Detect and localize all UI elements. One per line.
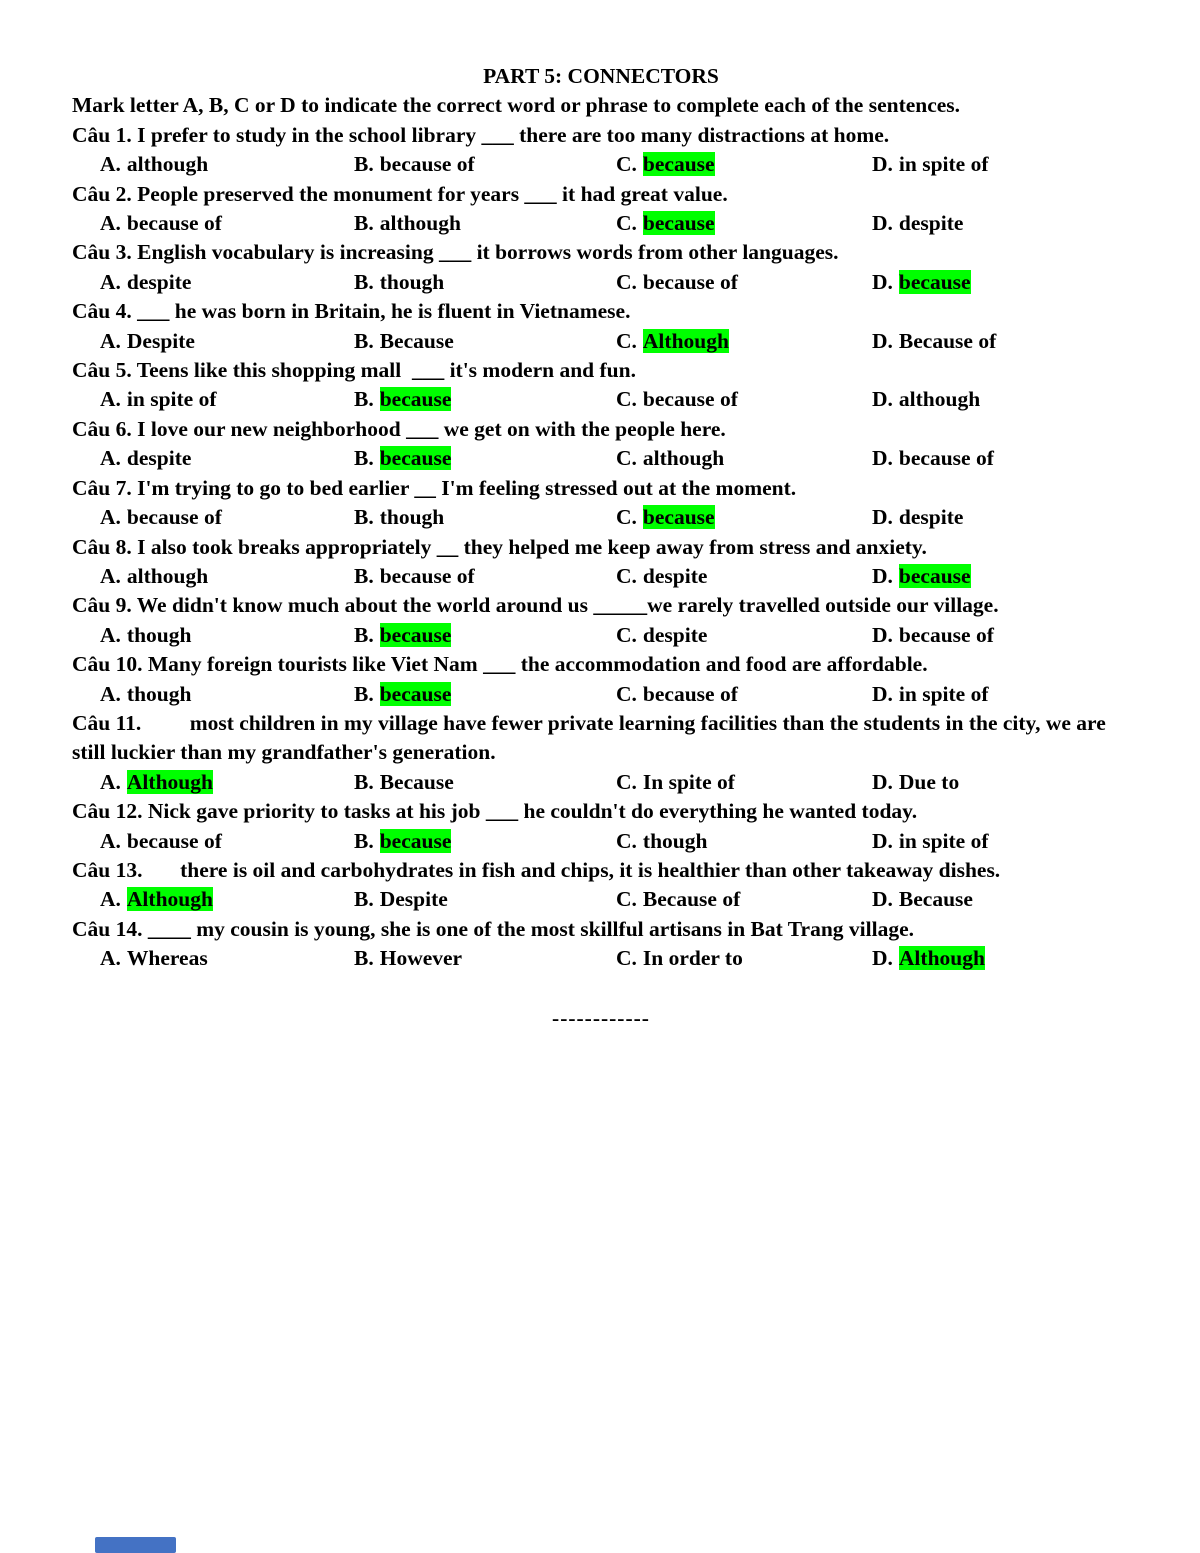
- option-text: Despite: [126, 328, 195, 353]
- question-line: [72, 591, 1130, 620]
- option-letter: B.: [354, 828, 374, 853]
- question-block: [72, 856, 1130, 915]
- option-letter: A.: [100, 946, 121, 971]
- option-text: Despite: [379, 887, 448, 912]
- option: [354, 680, 616, 709]
- page-title: PART 5: CONNECTORS: [483, 64, 719, 88]
- option: [100, 444, 354, 473]
- option: [354, 444, 616, 473]
- option-letter: A.: [100, 563, 121, 588]
- option-text: because of: [126, 505, 222, 530]
- question-block: [72, 709, 1130, 797]
- option-letter: A.: [100, 769, 121, 794]
- option-letter: A.: [100, 887, 121, 912]
- option: [872, 150, 1130, 179]
- instruction-text: Mark letter A, B, C or D to indicate the correct word or phrase to complete each of the sentences.: [72, 93, 961, 118]
- option: [872, 621, 1130, 650]
- option-letter: A.: [100, 828, 121, 853]
- options-row: [100, 885, 1130, 914]
- option-text: Because: [379, 328, 454, 353]
- option-text: in spite of: [898, 828, 989, 853]
- option-letter: B.: [354, 505, 374, 530]
- option: [872, 885, 1130, 914]
- option-text: because of: [379, 152, 475, 177]
- options-row: [100, 827, 1130, 856]
- option-text: because: [898, 563, 971, 588]
- option: [100, 621, 354, 650]
- question-block: [72, 121, 1130, 180]
- option-letter: A.: [100, 505, 121, 530]
- option-text: though: [642, 828, 708, 853]
- question-list: [72, 121, 1130, 974]
- option-letter: B.: [354, 563, 374, 588]
- option-text: although: [126, 563, 209, 588]
- option: [872, 268, 1130, 297]
- options-row: [100, 680, 1130, 709]
- option-text: because: [642, 152, 715, 177]
- option-text: because: [642, 211, 715, 236]
- option-text: because: [379, 622, 452, 647]
- option-text: despite: [642, 563, 708, 588]
- option-letter: B.: [354, 328, 374, 353]
- option-letter: C.: [616, 152, 637, 177]
- option-text: though: [126, 681, 192, 706]
- option-text: Because: [898, 887, 973, 912]
- option-letter: D.: [872, 211, 893, 236]
- option-letter: C.: [616, 269, 637, 294]
- option: [872, 562, 1130, 591]
- option-text: because: [898, 269, 971, 294]
- option-text: because of: [898, 446, 994, 471]
- option: [100, 268, 354, 297]
- question-line: [72, 180, 1130, 209]
- option: [872, 327, 1130, 356]
- option-letter: A.: [100, 622, 121, 647]
- option: [616, 385, 872, 414]
- option: [354, 562, 616, 591]
- question-line: [72, 709, 1130, 768]
- option-letter: D.: [872, 152, 893, 177]
- option: [354, 209, 616, 238]
- option-text: because of: [126, 828, 222, 853]
- option-letter: C.: [616, 446, 637, 471]
- question-label: Câu 5.: [72, 358, 132, 383]
- question-line: [72, 797, 1130, 826]
- option-text: because: [379, 681, 452, 706]
- options-row: [100, 327, 1130, 356]
- question-label: Câu 14.: [72, 916, 143, 941]
- question-block: [72, 915, 1130, 974]
- option: [616, 503, 872, 532]
- option-letter: A.: [100, 211, 121, 236]
- option-letter: B.: [354, 887, 374, 912]
- question-label: Câu 6.: [72, 416, 132, 441]
- option: [354, 268, 616, 297]
- option-letter: C.: [616, 211, 637, 236]
- option-text: Although: [898, 946, 985, 971]
- option-text: although: [379, 211, 461, 236]
- options-row: [100, 621, 1130, 650]
- option-text: though: [379, 505, 445, 530]
- question-text: there is oil and carbohydrates in fish and chips, it is healthier than other takeaway dishes.: [147, 857, 1001, 882]
- question-label: Câu 8.: [72, 534, 132, 559]
- option-text: Although: [126, 769, 213, 794]
- option: [616, 621, 872, 650]
- question-block: [72, 356, 1130, 415]
- question-label: Câu 3.: [72, 240, 132, 265]
- option-text: although: [642, 446, 725, 471]
- question-label: Câu 13.: [72, 857, 143, 882]
- question-block: [72, 797, 1130, 856]
- question-line: [72, 856, 1130, 885]
- question-text: English vocabulary is increasing ___ it borrows words from other languages.: [137, 240, 839, 265]
- option-letter: D.: [872, 505, 893, 530]
- option-letter: C.: [616, 828, 637, 853]
- option: [872, 209, 1130, 238]
- question-line: [72, 415, 1130, 444]
- option: [872, 944, 1130, 973]
- question-line: [72, 297, 1130, 326]
- option-text: despite: [898, 211, 964, 236]
- options-row: [100, 209, 1130, 238]
- option: [100, 562, 354, 591]
- option: [354, 885, 616, 914]
- option: [100, 827, 354, 856]
- option: [100, 944, 354, 973]
- option-text: Although: [126, 887, 213, 912]
- option-text: because: [642, 505, 715, 530]
- option: [872, 827, 1130, 856]
- options-row: [100, 444, 1130, 473]
- option-letter: D.: [872, 828, 893, 853]
- option-text: Because of: [642, 887, 741, 912]
- option-letter: C.: [616, 622, 637, 647]
- question-label: Câu 11.: [72, 710, 142, 735]
- option-letter: D.: [872, 387, 893, 412]
- option: [100, 327, 354, 356]
- option-letter: D.: [872, 622, 893, 647]
- option-text: Due to: [898, 769, 960, 794]
- option: [354, 768, 616, 797]
- option: [354, 385, 616, 414]
- question-block: [72, 415, 1130, 474]
- option-letter: A.: [100, 269, 121, 294]
- option: [354, 827, 616, 856]
- question-line: [72, 915, 1130, 944]
- option-letter: C.: [616, 505, 637, 530]
- option-text: because: [379, 446, 452, 471]
- option-letter: C.: [616, 681, 637, 706]
- question-label: Câu 12.: [72, 799, 143, 824]
- option-letter: D.: [872, 681, 893, 706]
- question-label: Câu 2.: [72, 181, 132, 206]
- option-text: In order to: [642, 946, 743, 971]
- option: [872, 444, 1130, 473]
- options-row: [100, 385, 1130, 414]
- option-text: because: [379, 828, 452, 853]
- options-row: [100, 268, 1130, 297]
- question-text: I prefer to study in the school library ___ there are too many distractions at home.: [137, 122, 890, 147]
- option-letter: A.: [100, 152, 121, 177]
- option: [616, 680, 872, 709]
- option-letter: D.: [872, 769, 893, 794]
- option: [616, 885, 872, 914]
- question-block: [72, 650, 1130, 709]
- question-label: Câu 10.: [72, 652, 143, 677]
- option: [354, 150, 616, 179]
- end-divider: ------------: [552, 1005, 650, 1030]
- option-letter: B.: [354, 152, 374, 177]
- options-row: [100, 503, 1130, 532]
- option-text: because of: [379, 563, 475, 588]
- option-text: because of: [898, 622, 994, 647]
- question-text: Many foreign tourists like Viet Nam ___ the accommodation and food are affordable.: [147, 652, 928, 677]
- question-text: Nick gave priority to tasks at his job ___ he couldn't do everything he wanted today.: [147, 799, 918, 824]
- options-row: [100, 768, 1130, 797]
- option: [872, 768, 1130, 797]
- question-text: People preserved the monument for years ___ it had great value.: [137, 181, 728, 206]
- option: [100, 209, 354, 238]
- option-text: Whereas: [126, 946, 208, 971]
- option: [872, 385, 1130, 414]
- option-letter: A.: [100, 681, 121, 706]
- question-block: [72, 180, 1130, 239]
- option: [100, 150, 354, 179]
- option-text: However: [379, 946, 463, 971]
- question-text: ___ he was born in Britain, he is fluent in Vietnamese.: [137, 299, 631, 324]
- option-text: In spite of: [642, 769, 735, 794]
- option: [616, 827, 872, 856]
- option: [872, 503, 1130, 532]
- option: [616, 209, 872, 238]
- option: [354, 327, 616, 356]
- option-letter: D.: [872, 269, 893, 294]
- option-text: although: [898, 387, 981, 412]
- option-text: because of: [642, 681, 738, 706]
- option-letter: B.: [354, 387, 374, 412]
- option: [872, 680, 1130, 709]
- option: [100, 885, 354, 914]
- question-block: [72, 297, 1130, 356]
- options-row: [100, 150, 1130, 179]
- option: [616, 327, 872, 356]
- option-letter: D.: [872, 563, 893, 588]
- option: [616, 444, 872, 473]
- option-letter: A.: [100, 328, 121, 353]
- option-text: because of: [642, 269, 738, 294]
- option-text: despite: [642, 622, 708, 647]
- question-line: [72, 650, 1130, 679]
- question-block: [72, 474, 1130, 533]
- question-block: [72, 238, 1130, 297]
- option-text: though: [126, 622, 192, 647]
- options-row: [100, 944, 1130, 973]
- option-letter: D.: [872, 328, 893, 353]
- question-text: ____ my cousin is young, she is one of the most skillful artisans in Bat Trang village.: [147, 916, 914, 941]
- option-text: Because: [379, 769, 454, 794]
- question-line: [72, 356, 1130, 385]
- option-text: because: [379, 387, 452, 412]
- option-letter: B.: [354, 446, 374, 471]
- question-text: I also took breaks appropriately __ they helped me keep away from stress and anxiety.: [137, 534, 927, 559]
- option-text: although: [126, 152, 209, 177]
- option: [616, 562, 872, 591]
- option: [354, 621, 616, 650]
- question-text: I love our new neighborhood ___ we get on with the people here.: [137, 416, 726, 441]
- question-line: [72, 121, 1130, 150]
- option-text: because of: [642, 387, 738, 412]
- option-letter: C.: [616, 769, 637, 794]
- option-letter: A.: [100, 446, 121, 471]
- option-letter: B.: [354, 681, 374, 706]
- question-block: [72, 591, 1130, 650]
- option-text: Although: [642, 328, 729, 353]
- option-text: though: [379, 269, 445, 294]
- option-letter: B.: [354, 946, 374, 971]
- option-letter: B.: [354, 211, 374, 236]
- question-text: We didn't know much about the world around us _____we rarely travelled outside our village.: [136, 593, 999, 618]
- option-text: Because of: [898, 328, 997, 353]
- option-letter: D.: [872, 946, 893, 971]
- option: [100, 385, 354, 414]
- option-letter: B.: [354, 269, 374, 294]
- option-text: despite: [898, 505, 964, 530]
- option-letter: B.: [354, 769, 374, 794]
- option-letter: C.: [616, 887, 637, 912]
- question-block: [72, 533, 1130, 592]
- option-text: in spite of: [126, 387, 217, 412]
- option: [616, 944, 872, 973]
- question-label: Câu 1.: [72, 122, 132, 147]
- option-text: despite: [126, 269, 192, 294]
- option-text: in spite of: [898, 681, 989, 706]
- question-text: I'm trying to go to bed earlier __ I'm feeling stressed out at the moment.: [137, 475, 797, 500]
- option: [354, 944, 616, 973]
- option-letter: C.: [616, 328, 637, 353]
- option: [616, 268, 872, 297]
- option: [100, 680, 354, 709]
- question-text: most children in my village have fewer private learning facilities than the students in the city, we are still luckier than my grandfather's generation.: [72, 710, 1112, 765]
- question-line: [72, 474, 1130, 503]
- option-text: because of: [126, 211, 222, 236]
- question-line: [72, 238, 1130, 267]
- option: [616, 150, 872, 179]
- option-letter: B.: [354, 622, 374, 647]
- question-text: Teens like this shopping mall ___ it's modern and fun.: [136, 358, 636, 383]
- options-row: [100, 562, 1130, 591]
- question-label: Câu 4.: [72, 299, 132, 324]
- question-label: Câu 7.: [72, 475, 132, 500]
- option-letter: D.: [872, 887, 893, 912]
- option-letter: A.: [100, 387, 121, 412]
- option-letter: D.: [872, 446, 893, 471]
- partial-blue-element: [95, 1537, 176, 1553]
- option-letter: C.: [616, 946, 637, 971]
- option-text: despite: [126, 446, 192, 471]
- question-label: Câu 9.: [72, 593, 132, 618]
- option-text: in spite of: [898, 152, 989, 177]
- option: [100, 503, 354, 532]
- option-letter: C.: [616, 387, 637, 412]
- option: [616, 768, 872, 797]
- option-letter: C.: [616, 563, 637, 588]
- option: [354, 503, 616, 532]
- question-line: [72, 533, 1130, 562]
- option: [100, 768, 354, 797]
